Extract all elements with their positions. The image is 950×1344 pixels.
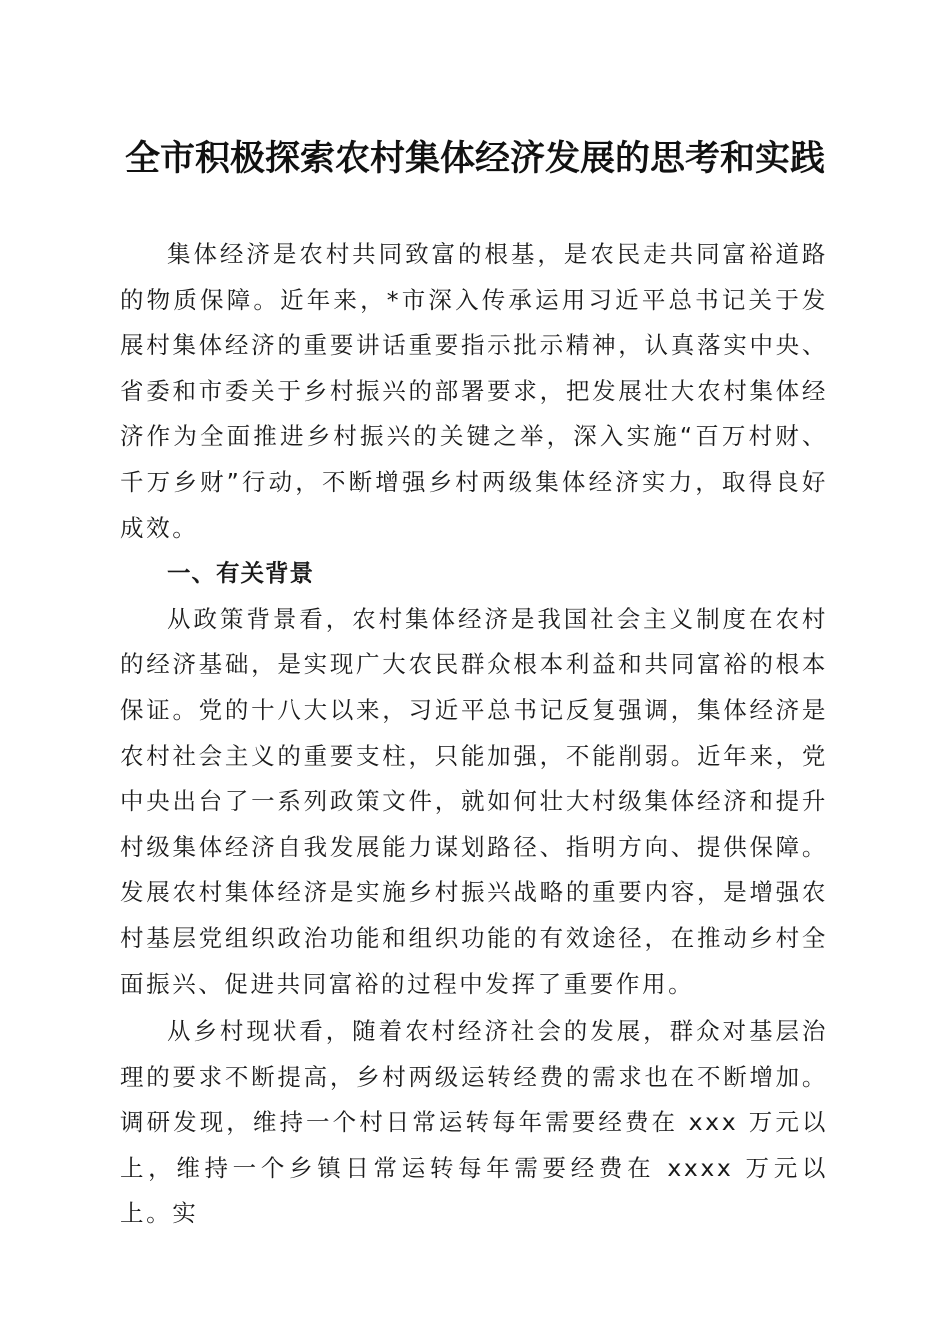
intro-paragraph: 集体经济是农村共同致富的根基，是农民走共同富裕道路的物质保障。近年来，*市深入传承运用习近平总书记关于发展村集体经济的重要讲话重要指示批示精神，认真落实中央、省委和市委关于乡村振兴的部署要求，把发展壮大农村集体经济作为全面推进乡村振兴的关键之举，深入实施“百万村财、千万乡财”行动，不断增强乡村两级集体经济实力，取得良好成效。: [120, 240, 828, 542]
document-body: [120, 232, 828, 1237]
document-title: 全市积极探索农村集体经济发展的思考和实践: [124, 138, 825, 179]
policy-background-paragraph: 从政策背景看，农村集体经济是我国社会主义制度在农村的经济基础，是实现广大农民群众根本利益和共同富裕的根本保证。党的十八大以来，习近平总书记反复强调，集体经济是农村社会主义的重要支柱，只能加强，不能削弱。近年来，党中央出台了一系列政策文件，就如何壮大村级集体经济和提升村级集体经济自我发展能力谋划路径、指明方向、提供保障。发展农村集体经济是实施乡村振兴战略的重要内容，是增强农村基层党组织政治功能和组织功能的有效途径，在推动乡村全面振兴、促进共同富裕的过程中发挥了重要作用。: [120, 604, 828, 998]
section-heading-background: 一、有关背景: [167, 559, 314, 588]
village-status-paragraph: 从乡村现状看，随着农村经济社会的发展，群众对基层治理的要求不断提高，乡村两级运转经费的需求也在不断增加。调研发现，维持一个村日常运转每年需要经费在 xxx 万元以上，维持一个乡镇日常运转每年需要经费在 xxxx 万元以上。实: [120, 1017, 828, 1228]
